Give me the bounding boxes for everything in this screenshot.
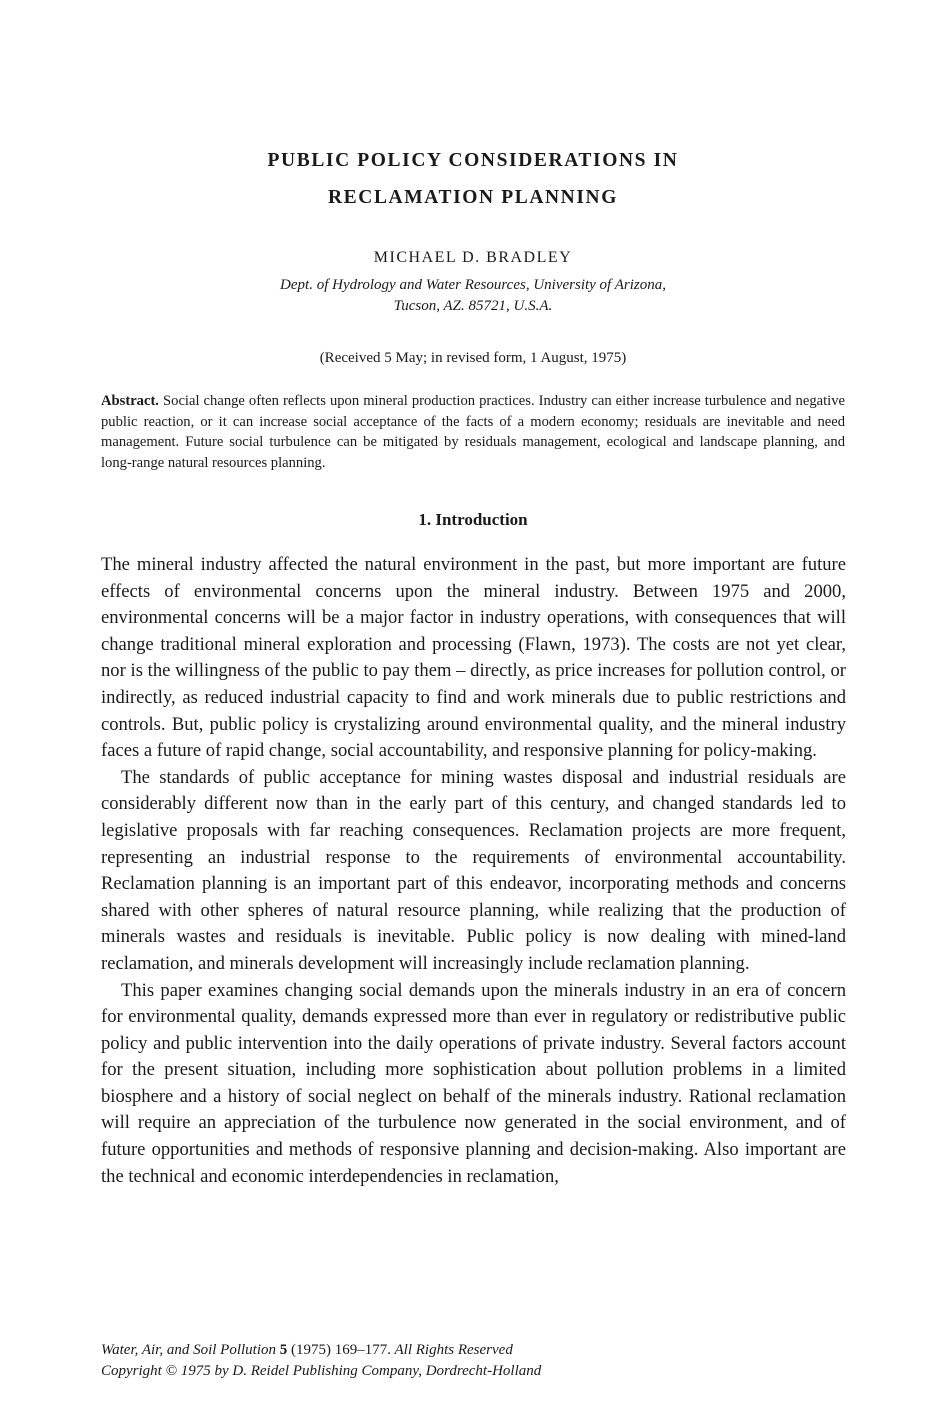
copyright-line: Copyright © 1975 by D. Reidel Publishing Company, Dordrecht-Holland — [101, 1363, 542, 1379]
journal-year-pages: (1975) 169–177. — [291, 1342, 392, 1358]
abstract-text: Social change often reflects upon mineral production practices. Industry can either increase turbulence and negative public reaction, or it can increase social acceptance of the facts of a modern economy; residuals are inevitable and need management. Future social turbulence can be mitigated by residuals management, ecological and landscape planning, and long-range natural resources planning. — [101, 393, 845, 471]
body-text — [101, 552, 846, 1190]
journal-citation-line — [101, 1340, 846, 1361]
abstract-label: Abstract. — [101, 393, 159, 409]
abstract — [101, 391, 845, 473]
paper-title-line-2: RECLAMATION PLANNING — [327, 187, 619, 208]
affiliation-line-1: Dept. of Hydrology and Water Resources, University of Arizona, — [280, 277, 666, 293]
journal-volume: 5 — [279, 1342, 288, 1358]
paragraph: The mineral industry affected the natural environment in the past, but more important are future effects of environmental concerns upon the mineral industry. Between 1975 and 2000, environmental concerns will be a major factor in industry operations, with consequences that will change traditional mineral exploration and processing (Flawn, 1973). The costs are not yet clear, nor is the willingness of the public to pay them – directly, as price increases for pollution control, or indirectly, as reduced industrial capacity to find and work minerals due to public restrictions and controls. But, public policy is crystalizing around environmental quality, and the mineral industry faces a future of rapid change, social accountability, and responsive planning for policy-making. — [101, 554, 846, 762]
paper-title-line-1: PUBLIC POLICY CONSIDERATIONS IN — [267, 150, 679, 171]
affiliation-line-2: Tucson, AZ. 85721, U.S.A. — [393, 298, 553, 314]
footer-citation — [101, 1340, 846, 1382]
journal-name: Water, Air, and Soil Pollution — [101, 1342, 277, 1358]
paragraph: This paper examines changing social demands upon the minerals industry in an era of concern for environmental quality, demands expressed more than ever in regulatory or redistributive public policy and public intervention into the daily operations of private industry. Several factors account for the present situation, including more sophistication about pollution problems in a limited biosphere and a history of social neglect on behalf of the minerals industry. Rational reclamation will require an appreciation of the turbulence now generated in the social environment, and of future opportunities and methods of responsive planning and decision-making. Also important are the technical and economic interdependencies in reclamation, — [101, 979, 846, 1187]
paragraph: The standards of public acceptance for mining wastes disposal and industrial residuals are considerably different now than in the early part of this century, and changed standards led to legislative proposals with far reaching consequences. Reclamation projects are more frequent, representing an industrial response to the requirements of environmental accountability. Reclamation planning is an important part of this endeavor, incorporating methods and concerns shared with other spheres of natural resource planning, while realizing that the production of minerals wastes and residuals is inevitable. Public policy is now dealing with mined-land reclamation, and minerals development will increasingly include reclamation planning. — [101, 766, 846, 974]
author-name: MICHAEL D. BRADLEY — [373, 249, 573, 266]
section-heading-introduction: 1. Introduction — [418, 510, 528, 529]
rights-statement: All Rights Reserved — [394, 1342, 513, 1358]
received-dates: (Received 5 May; in revised form, 1 August, 1975) — [319, 350, 627, 366]
